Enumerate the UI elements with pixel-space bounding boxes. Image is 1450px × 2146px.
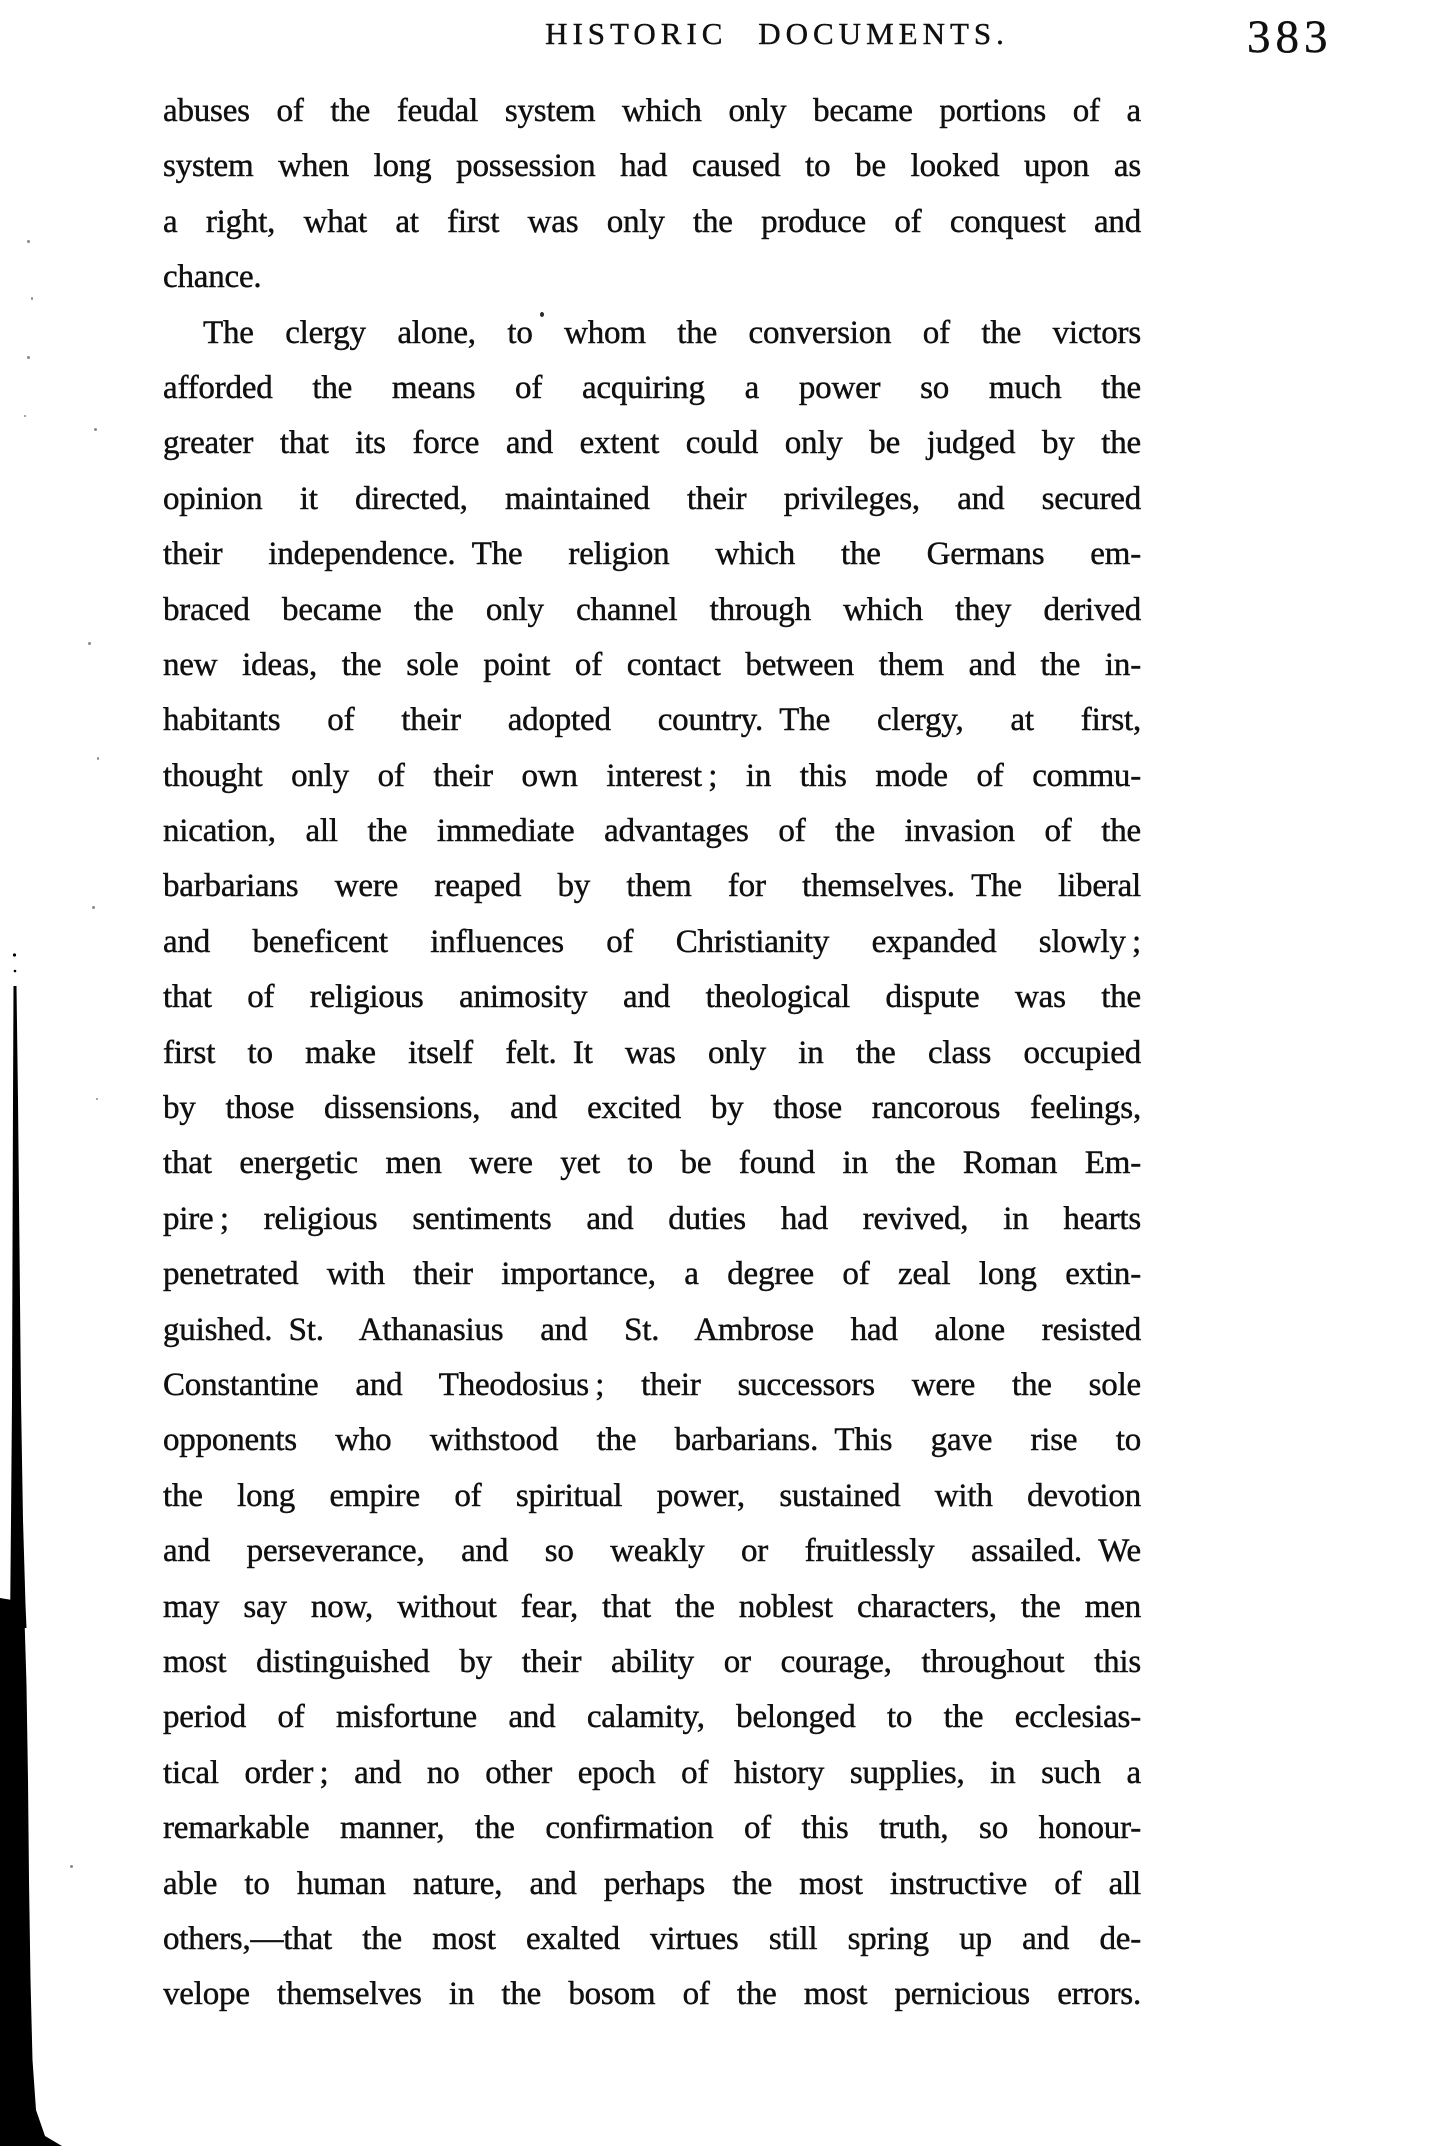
scan-speck — [24, 415, 26, 417]
text-line: remarkable manner, the confirmation of this truth, so honour- — [163, 1810, 1141, 1847]
scan-speck — [96, 1098, 98, 1100]
scan-speck — [92, 906, 95, 909]
text-line: chance. — [163, 259, 262, 296]
text-line: tical order ; and no other epoch of history supplies, in such a — [163, 1754, 1141, 1791]
scan-speck — [94, 428, 97, 431]
text-line: new ideas, the sole point of contact between them and the in- — [163, 646, 1141, 683]
text-line: penetrated with their importance, a degree of zeal long extin- — [163, 1256, 1141, 1293]
text-line: period of misfortune and calamity, belonged to the ecclesias- — [163, 1699, 1141, 1736]
text-line: first to make itself felt. It was only in the class occupied — [163, 1034, 1141, 1071]
scan-speck — [31, 297, 33, 300]
text-line: nication, all the immediate advantages of the invasion of the — [163, 813, 1141, 850]
text-line: The clergy alone, to whom the conversion of the victors — [203, 314, 1141, 351]
text-line: opponents who withstood the barbarians. This gave rise to — [163, 1422, 1141, 1459]
text-line: pire ; religious sentiments and duties had revived, in hearts — [163, 1200, 1141, 1237]
running-header-title: HISTORIC DOCUMENTS. — [545, 16, 1009, 51]
text-line: able to human nature, and perhaps the most instructive of all — [163, 1865, 1141, 1902]
text-line: the long empire of spiritual power, sustained with devotion — [163, 1477, 1141, 1514]
scan-speck — [27, 240, 30, 243]
text-line: thought only of their own interest ; in this mode of commu- — [163, 757, 1141, 794]
page-body-text — [163, 84, 1141, 2023]
paragraph — [163, 84, 1141, 306]
text-line: a right, what at first was only the produce of conquest and — [163, 203, 1141, 240]
scan-speck — [97, 757, 99, 760]
text-line: by those dissensions, and excited by those rancorous feelings, — [163, 1090, 1141, 1127]
text-line: others,—that the most exalted virtues still spring up and de- — [163, 1920, 1141, 1957]
binding-shadow-artifact — [0, 0, 80, 2146]
text-line: that energetic men were yet to be found in the Roman Em- — [163, 1145, 1141, 1182]
text-line: opinion it directed, maintained their privileges, and secured — [163, 480, 1141, 517]
text-line: may say now, without fear, that the noblest characters, the men — [163, 1588, 1141, 1625]
scan-speck — [88, 642, 91, 645]
scan-speck — [70, 1865, 73, 1868]
text-line: their independence. The religion which the Germans em- — [163, 536, 1141, 573]
page-number: 383 — [1247, 11, 1333, 63]
text-line: barbarians were reaped by them for themselves. The liberal — [163, 868, 1141, 905]
text-line: system when long possession had caused to be looked upon as — [163, 148, 1141, 185]
text-line: velope themselves in the bosom of the most pernicious errors. — [163, 1976, 1141, 2013]
text-line: habitants of their adopted country. The clergy, at first, — [163, 702, 1141, 739]
text-line: greater that its force and extent could only be judged by the — [163, 425, 1141, 462]
text-line: braced became the only channel through which they derived — [163, 591, 1141, 628]
paragraph — [163, 306, 1141, 2023]
text-line: Constantine and Theodosius ; their successors were the sole — [163, 1366, 1141, 1403]
text-line: abuses of the feudal system which only became portions of a — [163, 93, 1141, 129]
text-line: that of religious animosity and theological dispute was the — [163, 979, 1141, 1016]
scan-speck — [27, 356, 30, 359]
text-line: most distinguished by their ability or courage, throughout this — [163, 1643, 1141, 1680]
page-header — [0, 11, 1450, 63]
text-line: and perseverance, and so weakly or fruitlessly assailed. We — [163, 1533, 1141, 1570]
text-line: guished. St. Athanasius and St. Ambrose had alone resisted — [163, 1311, 1141, 1348]
text-line: afforded the means of acquiring a power so much the — [163, 369, 1141, 406]
text-line: and beneficent influences of Christianity expanded slowly ; — [163, 923, 1141, 960]
